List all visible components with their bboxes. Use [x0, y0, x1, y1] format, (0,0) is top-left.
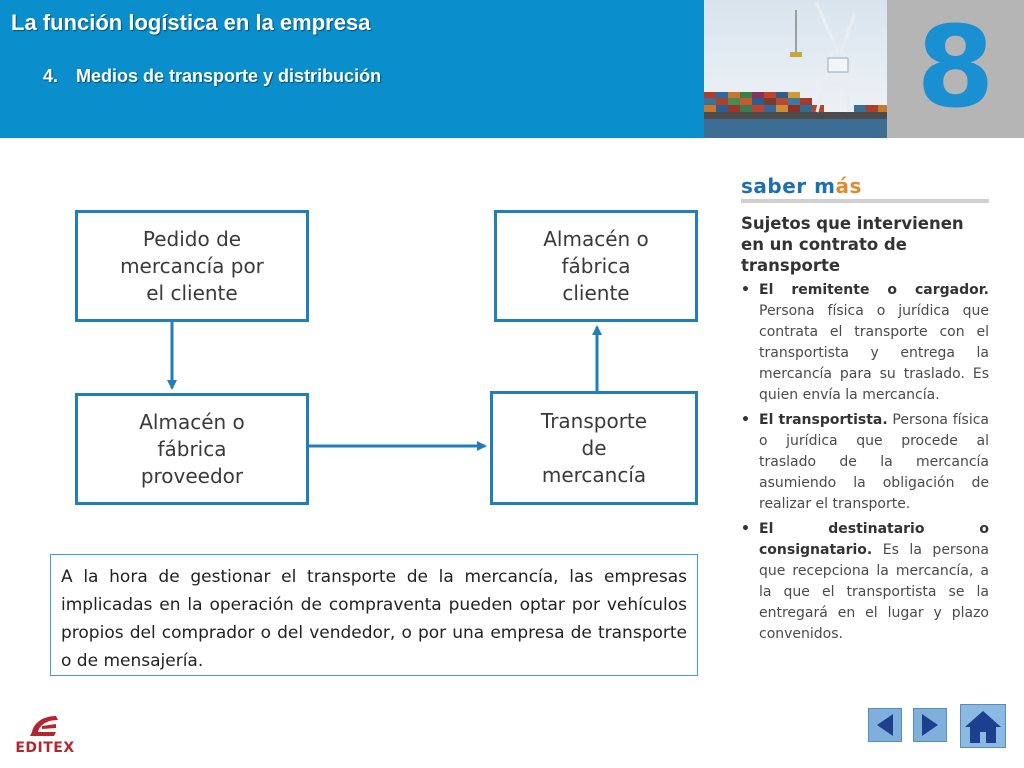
logo-text: EDITEX	[15, 740, 75, 756]
section-title: Medios de transporte y distribución	[76, 66, 382, 86]
triangle-left-icon	[869, 709, 901, 741]
list-item	[741, 280, 989, 406]
list-item	[741, 410, 989, 515]
saber-mas-sidebar	[741, 174, 989, 649]
section-heading	[43, 66, 381, 87]
chapter-number: 8	[916, 3, 995, 133]
editex-logo	[10, 710, 80, 760]
chapter-panel	[887, 0, 1024, 138]
list-item	[741, 519, 989, 645]
bullet-icon: •	[741, 521, 750, 537]
bullet-icon: •	[741, 412, 750, 428]
sidebar-title: Sujetos que intervienen en un contrato de transporte	[741, 214, 964, 275]
item-term: El destinatario o consignatario.	[759, 521, 989, 558]
flow-box-transporte: Transporte de mercancía	[490, 391, 698, 505]
triangle-right-icon	[914, 709, 946, 741]
home-button[interactable]	[960, 704, 1006, 748]
section-number: 4.	[43, 66, 59, 86]
flow-box-pedido: Pedido de mercancía por el cliente	[75, 210, 309, 322]
editex-logo-icon	[10, 710, 80, 740]
bullet-icon: •	[741, 282, 750, 298]
sidebar-header-prefix: saber m	[741, 174, 836, 198]
sidebar-header	[741, 174, 989, 203]
info-text-box: A la hora de gestionar el transporte de la mercancía, las empresas implicadas en la operación de compraventa pueden optar por vehículos propios del comprador o del vendedor, o por una empresa de transporte o de mensajería.	[50, 554, 698, 676]
item-text: Persona física o jurídica que contrata el transporte con el transportista y entrega la mercancía para su traslado. Es quien envía la mercancía.	[759, 303, 989, 403]
item-term: El remitente o cargador.	[759, 282, 989, 298]
house-icon	[961, 705, 1005, 747]
sidebar-list	[741, 280, 989, 645]
item-term: El transportista.	[759, 412, 888, 428]
header-banner	[0, 0, 704, 138]
item-text: Persona física o jurídica que procede al traslado de la mercancía asumiendo la obligación de realizar el transporte.	[759, 412, 990, 512]
item-text: Es la persona que recepciona la mercancía, a la que el transportista se la entregará en el lugar y plazo convenidos.	[759, 542, 989, 642]
next-slide-button[interactable]	[913, 708, 947, 742]
flow-box-almacen-cliente: Almacén o fábrica cliente	[494, 210, 698, 322]
flow-box-almacen-proveedor: Almacén o fábrica proveedor	[75, 393, 309, 505]
prev-slide-button[interactable]	[868, 708, 902, 742]
page-title: La función logística en la empresa	[11, 10, 371, 35]
port-crane-image	[704, 0, 887, 138]
sidebar-header-accent: ás	[835, 174, 862, 198]
